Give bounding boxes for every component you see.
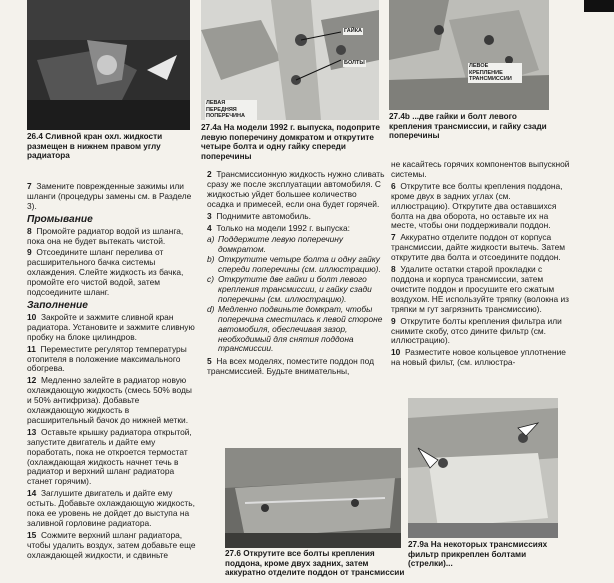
photo-radiator-drain xyxy=(27,0,190,130)
sub-step-c: c) Открутите две гайки и болт левого крепления трансмиссии, и гайку сзади поперечины (см. иллюстрацию). xyxy=(207,274,372,304)
paragraph-12: 12 Медленно залейте в радиатор новую охлаждающую жидкость (смесь 50% воды и 50% антифриза). Добавьте охлаждающую жидкость в расширительный бачок до нижней метки. xyxy=(27,375,192,425)
label-nut: ГАЙКА xyxy=(344,28,363,34)
paragraph-9-col3: 9 Открутите болты крепления фильтра или снимите скобу, отсо дините фильтр (см. иллюстрацию). xyxy=(391,315,562,346)
paragraph-10-col3: 10 Разместите новое кольцевое уплотнение на новый фильт, (см. иллюстра- xyxy=(391,347,566,368)
photo-transmission-mount xyxy=(389,0,549,110)
sub-step-d: d) Медленно подвиньте домкрат, чтобы поперечина сместилась к левой стороне автомобиля, обеспечивая зазор, необходимый для снятия поддона трансмиссии. xyxy=(207,303,383,354)
heading-flushing: Промывание xyxy=(27,213,93,225)
sub-step-b: b) Открутите четыре болта и одну гайку спереди поперечины (см. иллюстрацию). xyxy=(207,254,381,275)
text-column-1 xyxy=(27,182,197,563)
paragraph-8-col3: 8 Удалите остатки старой прокладки с поддона и корпуса трансмиссии, затем очистите поддон и просушите его сжатым воздухом. НЕ используйте тряпку (волокна из тряпки м гут загрязнить трансмиссию). xyxy=(391,264,570,314)
figure-caption-27-6: 27.6 Открутите все болты крепления поддона, кроме двух задних, затем аккуратно отделите поддон от трансмиссии xyxy=(225,549,405,578)
figure-caption-27-4b: 27.4b ...две гайки и болт левого крепления трансмиссии, и гайку сзади поперечины xyxy=(389,112,547,141)
sub-step-a: a) Поддержите левую поперечину домкратом. xyxy=(207,234,344,255)
figure-caption-27-9a: 27.9a На некоторых трансмиссиях фильтр прикреплен болтами (стрелки)... xyxy=(408,540,548,569)
paragraph-5-cont: не касайтесь горячих компонентов выпускной системы. xyxy=(391,159,570,179)
paragraph-2: 2 Трансмиссионную жидкость нужно сливать сразу же после эксплуатации автомобиля. С жидкостью уйдет большее количество осадка и примесей, если она будет горячей. xyxy=(207,169,385,209)
paragraph-8: 8 Промойте радиатор водой из шланга, пока она не будет вытекать чистой. xyxy=(27,225,184,246)
label-bolts: БОЛТЫ xyxy=(344,60,365,66)
photo-pan-removal xyxy=(225,448,401,548)
paragraph-14: 14 Заглушите двигатель и дайте ему остыть. Добавьте охлаждающую жидкость, пока ее уровень не дойдет до выступа на заливной горловине радиатора. xyxy=(27,488,195,528)
paragraph-5: 5 На всех моделях, поместите поддон под трансмиссией. Будьте внимательны, xyxy=(207,356,374,377)
text-column-3 xyxy=(391,160,571,370)
paragraph-11: 11 Переместите регулятор температуры отопителя в положение максимального обогрева. xyxy=(27,343,187,374)
paragraph-4: 4 Только на модели 1992 г. выпуска: xyxy=(207,222,351,233)
paragraph-7: 7 Замените поврежденные зажимы или шланги (процедуры замены см. в Разделе 3). xyxy=(27,181,192,211)
paragraph-3: 3 Поднимите автомобиль. xyxy=(207,210,311,221)
text-column-2 xyxy=(207,170,385,379)
paragraph-7-col3: 7 Аккуратно отделите поддон от корпуса трансмиссии, дайте жидкости вытечь. Затем открутите два болта и отсоедините поддон. xyxy=(391,232,566,263)
figure-caption-27-4a: 27.4a На модели 1992 г. выпуска, подоприте левую поперечину домкратом и открутите четыре болта и одну гайку спереди поперечины xyxy=(201,123,380,161)
paragraph-13: 13 Оставьте крышку радиатора открытой, запустите двигатель и дайте ему поработать, пока не откроется термостат (охлаждающая жидкость начнет течь в радиатор и верхний шланг радиатора станет горячим). xyxy=(27,426,192,487)
page-tab xyxy=(584,0,614,12)
paragraph-6: 6 Открутите все болты крепления поддона, кроме двух в задних углах (см. иллюстрацию). Открутите два оставшихся болта на два оборота, но оставьте их на месте, чтобы они поддерживали поддон. xyxy=(391,180,563,231)
heading-filling: Заполнение xyxy=(27,299,88,311)
paragraph-10: 10 Закройте и зажмите сливной кран радиатора. Установите и зажмите сливную пробку на блоке цилиндров. xyxy=(27,311,195,342)
paragraph-15: 15 Сожмите верхний шланг радиатора, чтобы удалить воздух, затем добавьте еще охлаждающей жидкости, и сдвиньте xyxy=(27,529,196,560)
paragraph-9: 9 Отсоедините шланг перелива от расширительного бачка системы охлаждения. Слейте жидкость из бачка, промойте его чистой водой, затем подсоедините шланг. xyxy=(27,247,184,298)
photo-filter-bolts xyxy=(408,398,558,538)
figure-caption-26-4: 26.4 Сливной кран охл. жидкости размещен в нижнем правом углу радиатора xyxy=(27,132,163,161)
label-crossmember: ЛЕВАЯ ПЕРЕДНЯЯ ПОПЕРЕЧИНА xyxy=(205,100,257,120)
label-mount: ЛЕВОЕ КРЕПЛЕНИЕ ТРАНСМИССИИ xyxy=(468,63,522,83)
